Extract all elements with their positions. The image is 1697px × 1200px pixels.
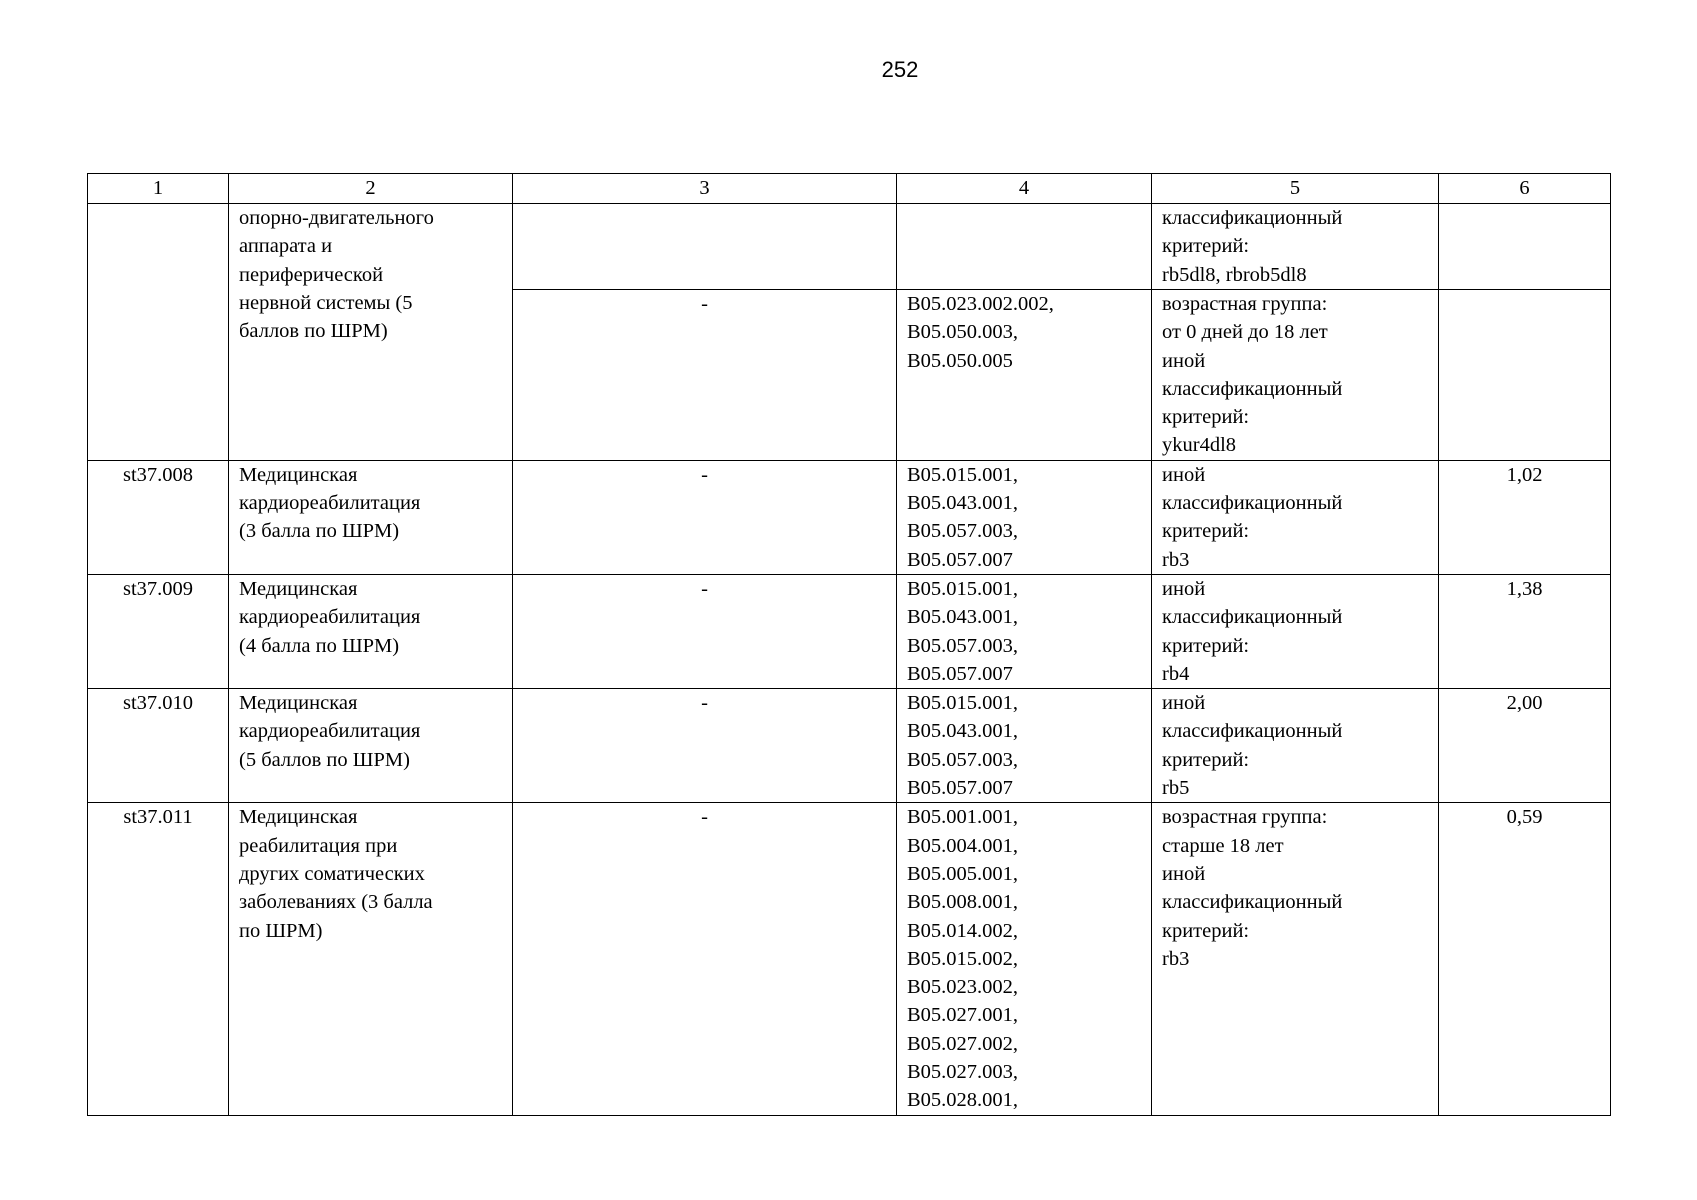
tariff-table [87, 173, 1611, 1116]
cell-service-codes [897, 204, 1152, 290]
cell-criteria: возрастная группа: от 0 дней до 18 лет иной классификационный критерий: ykur4dl8 [1152, 290, 1439, 461]
cell-coefficient [1439, 290, 1611, 461]
cell-col3 [513, 204, 897, 290]
column-number-row [88, 174, 1611, 204]
cell-col3: - [513, 803, 897, 1115]
cell-coefficient: 1,38 [1439, 574, 1611, 688]
page-number: 252 [881, 57, 919, 82]
cell-name: Медицинская кардиореабилитация (5 баллов по ШРМ) [229, 689, 513, 803]
column-header-1: 1 [88, 174, 229, 204]
cell-service-codes: B05.015.001, B05.043.001, B05.057.003, B05.057.007 [897, 574, 1152, 688]
table-row [88, 803, 1611, 1115]
cell-name: опорно-двигательного аппарата и периферической нервной системы (5 баллов по ШРМ) [229, 204, 513, 461]
column-header-2: 2 [229, 174, 513, 204]
table-row [88, 689, 1611, 803]
cell-code: st37.011 [88, 803, 229, 1115]
cell-service-codes: B05.001.001, B05.004.001, B05.005.001, B05.008.001, B05.014.002, B05.015.002, B05.023.002, B05.027.001, B05.027.002, B05.027.003, B05.028.001, [897, 803, 1152, 1115]
cell-code [88, 204, 229, 461]
cell-code: st37.010 [88, 689, 229, 803]
cell-code: st37.009 [88, 574, 229, 688]
cell-col3: - [513, 574, 897, 688]
cell-col3: - [513, 689, 897, 803]
table-row [88, 574, 1611, 688]
cell-coefficient: 0,59 [1439, 803, 1611, 1115]
cell-col3: - [513, 460, 897, 574]
cell-service-codes: B05.015.001, B05.043.001, B05.057.003, B05.057.007 [897, 689, 1152, 803]
cell-name: Медицинская кардиореабилитация (4 балла по ШРМ) [229, 574, 513, 688]
table-row-continuation [88, 204, 1611, 290]
table-row [88, 460, 1611, 574]
cell-criteria: классификационный критерий: rb5dl8, rbrob5dl8 [1152, 204, 1439, 290]
cell-criteria: иной классификационный критерий: rb5 [1152, 689, 1439, 803]
cell-criteria: возрастная группа: старше 18 лет иной классификационный критерий: rb3 [1152, 803, 1439, 1115]
cell-service-codes: B05.023.002.002, B05.050.003, B05.050.005 [897, 290, 1152, 461]
cell-service-codes: B05.015.001, B05.043.001, B05.057.003, B05.057.007 [897, 460, 1152, 574]
cell-coefficient: 2,00 [1439, 689, 1611, 803]
column-header-6: 6 [1439, 174, 1611, 204]
cell-name: Медицинская реабилитация при других соматических заболеваниях (3 балла по ШРМ) [229, 803, 513, 1115]
column-header-4: 4 [897, 174, 1152, 204]
cell-col3: - [513, 290, 897, 461]
column-header-5: 5 [1152, 174, 1439, 204]
cell-criteria: иной классификационный критерий: rb4 [1152, 574, 1439, 688]
cell-name: Медицинская кардиореабилитация (3 балла по ШРМ) [229, 460, 513, 574]
cell-code: st37.008 [88, 460, 229, 574]
cell-coefficient [1439, 204, 1611, 290]
cell-coefficient: 1,02 [1439, 460, 1611, 574]
cell-criteria: иной классификационный критерий: rb3 [1152, 460, 1439, 574]
column-header-3: 3 [513, 174, 897, 204]
